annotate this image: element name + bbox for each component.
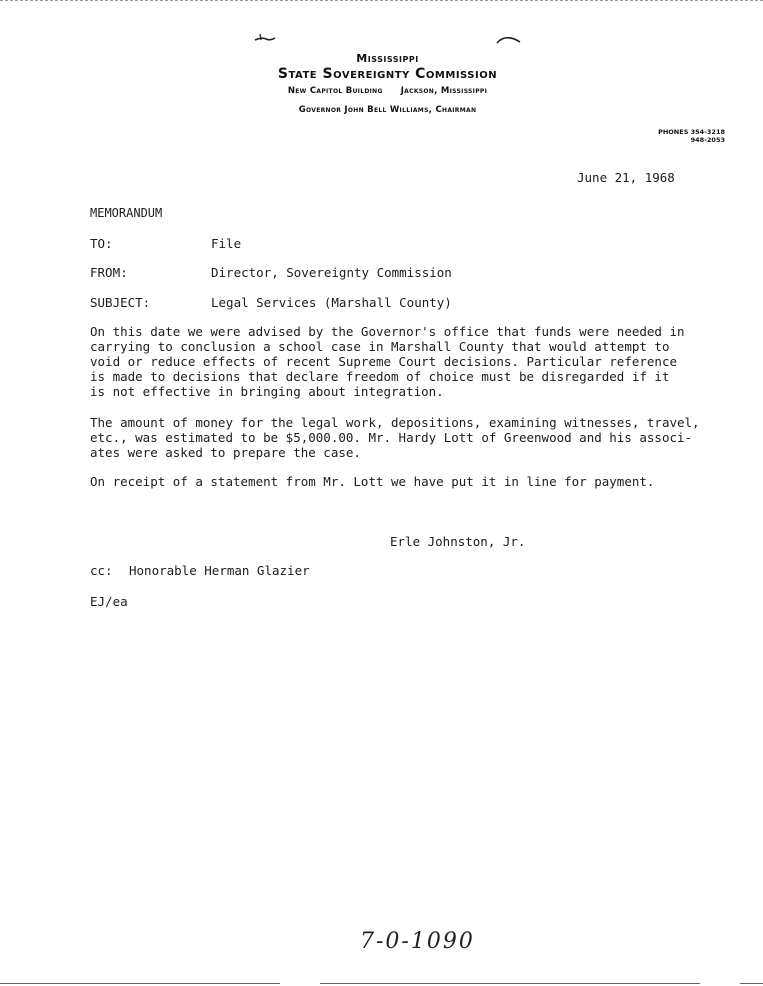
letterhead-address xyxy=(6,86,763,96)
body-paragraph-3: On receipt of a statement from Mr. Lott we have put it in line for payment. xyxy=(90,474,655,489)
body-paragraph-2: The amount of money for the legal work, depositions, examining witnesses, travel, etc., was estimated to be $5,000.00. Mr. Hardy Lott of Greenwood and his associ- ates were asked to prepare the case. xyxy=(90,415,700,460)
cc-label: cc: xyxy=(90,563,113,578)
letterhead-phones xyxy=(560,128,725,144)
subject-label: SUBJECT: xyxy=(90,295,151,310)
punch-mark-left xyxy=(254,32,276,44)
to-value: File xyxy=(211,236,242,251)
memo-date: June 21, 1968 xyxy=(577,170,675,185)
typist-initials: EJ/ea xyxy=(90,594,128,609)
body-paragraph-1: On this date we were advised by the Governor's office that funds were needed in carrying to conclusion a school case in Marshall County that would attempt to void or reduce effects of recent Supreme Court decisions. Particular reference is made to decisions that declare freedom of choice must be disregarded if it is not effective in bringing about integration. xyxy=(90,324,685,399)
phone-line-1: PHONES 354-3218 xyxy=(658,128,725,136)
letterhead-city: Jackson, Mississippi xyxy=(400,86,488,96)
bottom-edge-line xyxy=(740,983,763,984)
letterhead-state: Mississippi xyxy=(356,52,419,65)
bottom-edge-line xyxy=(320,983,700,984)
subject-value: Legal Services (Marshall County) xyxy=(211,295,452,310)
to-label: TO: xyxy=(90,236,113,251)
handwritten-file-number: 7-0-1090 xyxy=(360,929,475,954)
bottom-edge-line xyxy=(0,983,280,984)
phone-line-2: 948-2053 xyxy=(690,136,725,144)
from-value: Director, Sovereignty Commission xyxy=(211,265,452,280)
cc-recipient: Honorable Herman Glazier xyxy=(129,563,310,578)
letterhead-governor: Governor John Bell Williams, Chairman xyxy=(298,105,477,115)
from-label: FROM: xyxy=(90,265,128,280)
page-top-edge xyxy=(0,0,763,1)
signer-name: Erle Johnston, Jr. xyxy=(390,534,526,549)
letterhead-commission: State Sovereignty Commission xyxy=(277,66,498,82)
punch-mark-right xyxy=(496,33,522,45)
memo-heading: MEMORANDUM xyxy=(90,206,163,220)
letterhead-building: New Capitol Building xyxy=(287,86,383,96)
